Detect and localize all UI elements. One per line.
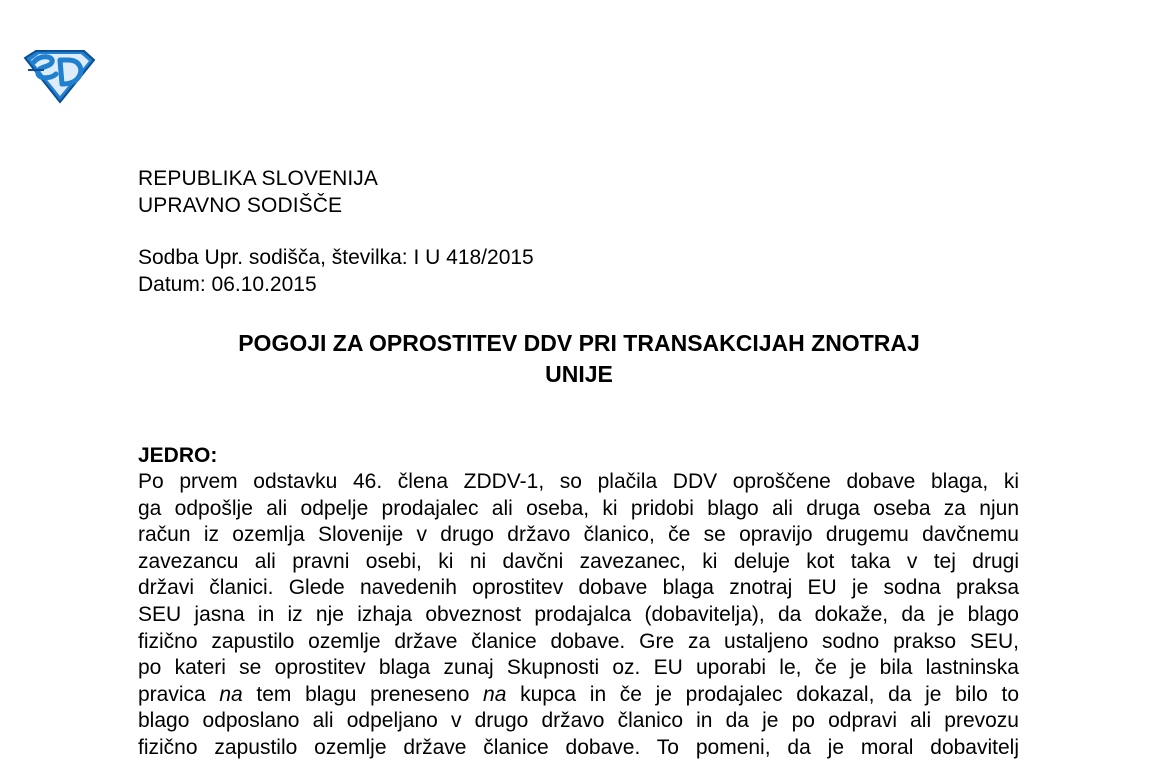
body-paragraph — [138, 469, 1019, 762]
title-line: UNIJE — [545, 361, 613, 387]
text-segment: pravica — [138, 682, 220, 706]
body-line: SEU jasna in iz nje izhaja obveznost prodajalca (dobavitelja), da dokaže, da je blago — [138, 602, 1019, 626]
italic-segment: na — [483, 682, 507, 706]
italic-segment: na — [219, 682, 243, 706]
body-line-mixed — [138, 682, 1019, 709]
body-line: po kateri se oprostitev blaga zunaj Skupnosti oz. EU uporabi le, če je bila lastninska — [138, 656, 1019, 680]
title-line: POGOJI ZA OPROSTITEV DDV PRI TRANSAKCIJAH ZNOTRAJ — [238, 330, 920, 356]
body-line: blago odposlano ali odpeljano v drugo državo članico in da je po odpravi ali prevozu — [138, 709, 1019, 733]
body-line: državi članici. Glede navedenih oprostitev dobave blaga znotraj EU je sodna praksa — [138, 576, 1019, 600]
section-label: JEDRO: — [138, 444, 218, 467]
body-line: račun iz ozemlja Slovenije v drugo državo članico, če se opravijo drugemu davčnemu — [138, 523, 1019, 547]
country-name: REPUBLIKA SLOVENIJA — [138, 167, 378, 190]
court-name: UPRAVNO SODIŠČE — [138, 194, 343, 217]
body-line: fizično zapustilo ozemlje države članice dobave. Gre za ustaljeno sodno prakso SEU, — [138, 629, 1019, 653]
case-reference — [138, 244, 534, 298]
case-number: Sodba Upr. sodišča, številka: I U 418/2015 — [138, 246, 534, 269]
text-segment: kupca in če je prodajalec dokazal, da je bilo to — [506, 682, 1020, 706]
body-line: Po prvem odstavku 46. člena ZDDV-1, so plačila DDV oproščene dobave blaga, ki — [138, 470, 1019, 493]
body-line: zavezancu ali pravni osebi, ki ni davčni zavezanec, ki deluje kot taka v tej drugi — [138, 549, 1019, 573]
body-line-cut: fizično zapustilo ozemlje države članice dobave. To pomeni, da je moral dobavitelj — [138, 735, 1019, 759]
body-line: ga odpošlje ali odpelje prodajalec ali oseba, ki pridobi blago ali druga oseba za njun — [138, 496, 1019, 520]
judgment-date: Datum: 06.10.2015 — [138, 273, 317, 296]
document-title — [138, 328, 1020, 390]
text-segment: tem blagu preneseno — [242, 682, 484, 706]
court-header — [138, 165, 378, 219]
court-logo-icon — [22, 48, 96, 104]
